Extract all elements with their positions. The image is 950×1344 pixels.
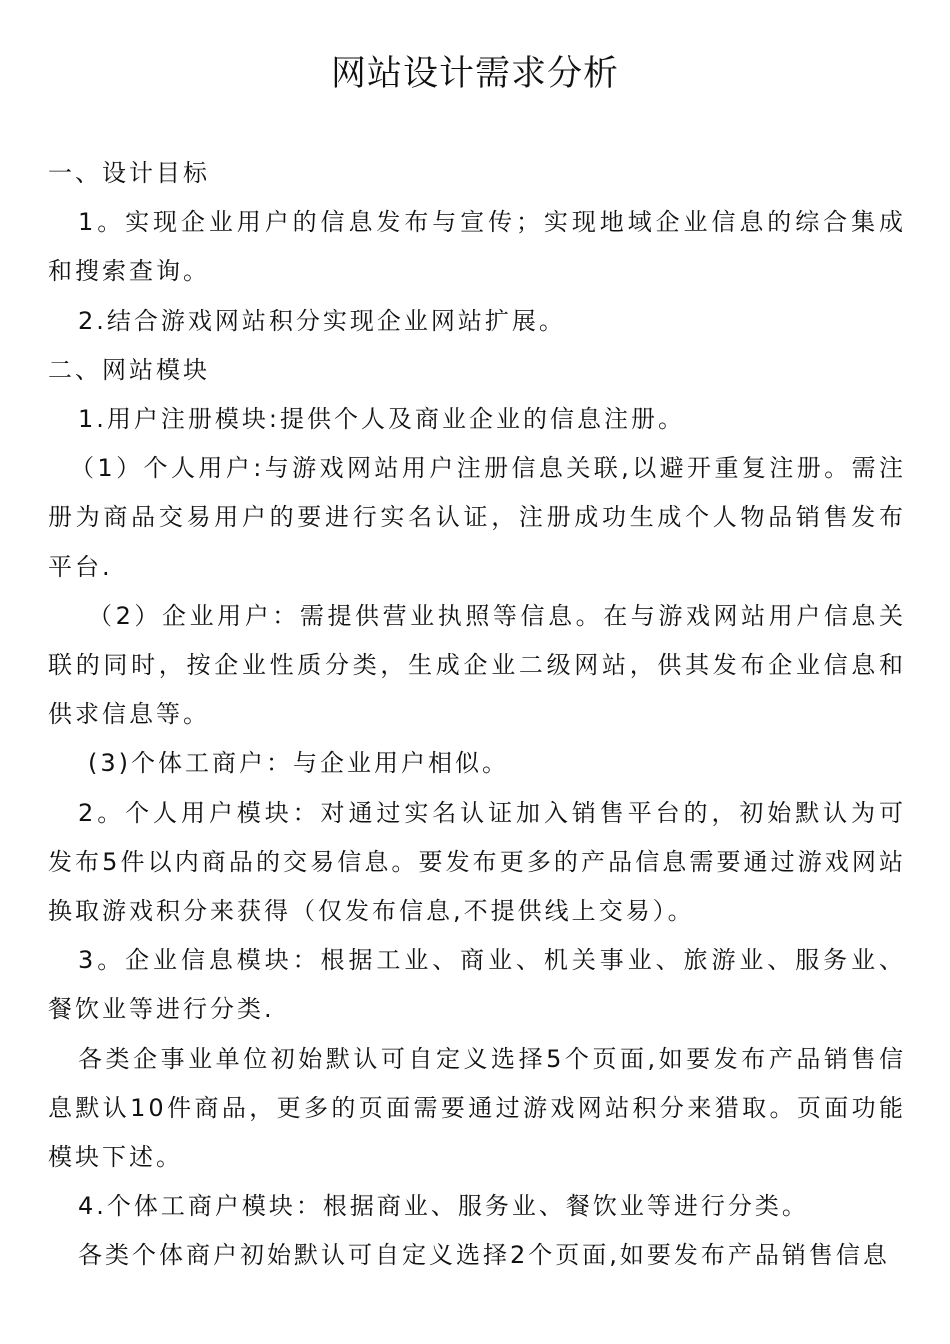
- paragraph-goal-2: 2.结合游戏网站积分实现企业网站扩展。: [78, 306, 566, 335]
- document-body: [48, 149, 906, 1281]
- paragraph-module-personal-user: 2。个人用户模块：对通过实名认证加入销售平台的，初始默认为可发布5件以内商品的交易信息。要发布更多的产品信息需要通过游戏网站换取游戏积分来获得（仅发布信息,不提供线上交易）。: [48, 798, 906, 926]
- paragraph-goal-1: 1。实现企业用户的信息发布与宣传；实现地域企业信息的综合集成和搜索查询。: [48, 208, 906, 286]
- paragraph-module-individual-business: 4.个体工商户模块：根据商业、服务业、餐饮业等进行分类。: [78, 1192, 809, 1221]
- paragraph-enterprise-user: （2）企业用户：需提供营业执照等信息。在与游戏网站用户信息关联的同时，按企业性质分类，生成企业二级网站，供其发布企业信息和供求信息等。: [48, 601, 906, 729]
- section-heading-site-modules: 二、网站模块: [48, 355, 210, 384]
- paragraph-personal-user: （1）个人用户:与游戏网站用户注册信息关联,以避开重复注册。需注册为商品交易用户的要进行实名认证，注册成功生成个人物品销售发布平台.: [48, 454, 906, 581]
- paragraph-individual-business: (3)个体工商户：与企业用户相似。: [88, 749, 509, 778]
- paragraph-individual-pages: 各类个体商户初始默认可自定义选择2个页面,如要发布产品销售信息: [78, 1241, 890, 1270]
- document-title: 网站设计需求分析: [330, 54, 619, 94]
- paragraph-module-enterprise-info: 3。企业信息模块：根据工业、商业、机关事业、旅游业、服务业、餐饮业等进行分类.: [48, 946, 906, 1024]
- section-heading-design-goals: 一、设计目标: [48, 159, 210, 187]
- paragraph-enterprise-pages: 各类企事业单位初始默认可自定义选择5个页面,如要发布产品销售信息默认10件商品，更多的页面需要通过游戏网站积分来猎取。页面功能模块下述。: [48, 1044, 906, 1172]
- paragraph-module-registration: 1.用户注册模块:提供个人及商业企业的信息注册。: [78, 405, 685, 434]
